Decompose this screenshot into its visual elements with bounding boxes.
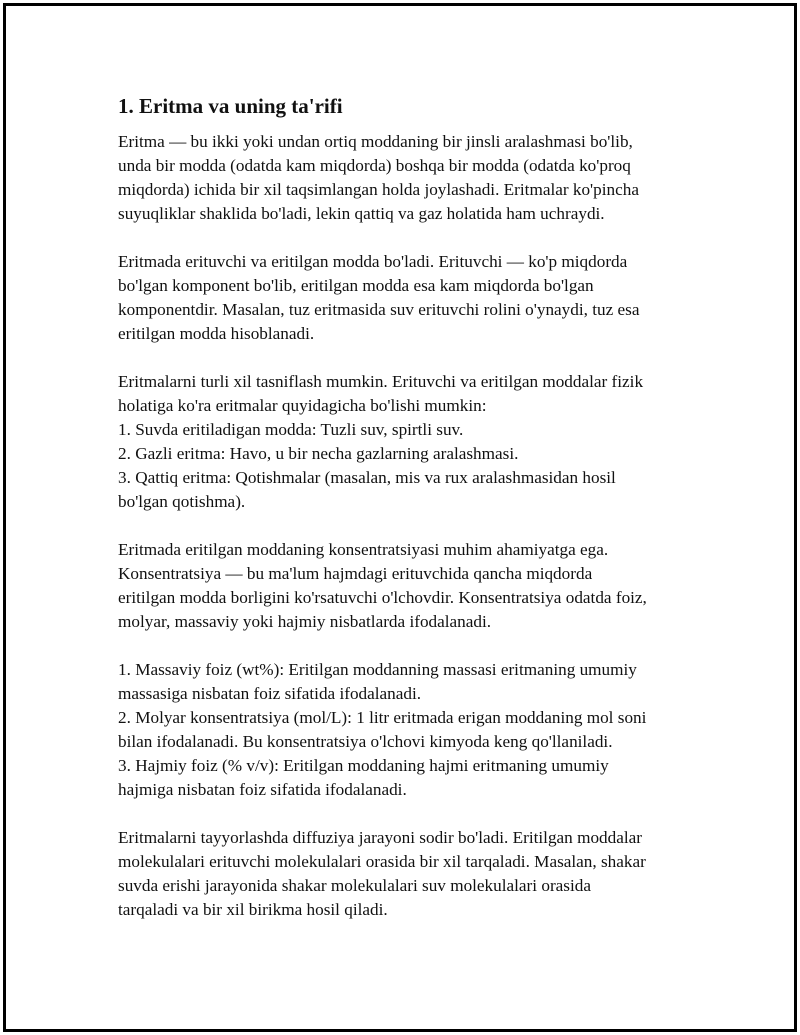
- list-item: 2. Molyar konsentratsiya (mol/L): 1 litr eritmada erigan moddaning mol soni: [118, 708, 647, 727]
- list-item: 1. Suvda eritiladigan modda: Tuzli suv, spirtli suv.: [118, 420, 464, 439]
- paragraph-diffusion: [118, 826, 698, 922]
- text-line: tarqaladi va bir xil birikma hosil qiladi.: [118, 900, 388, 919]
- list-item: 1. Massaviy foiz (wt%): Eritilgan moddanning massasi eritmaning umumiy: [118, 660, 637, 679]
- paragraph-solvent-solute: [118, 250, 698, 346]
- text-line: massasiga nisbatan foiz sifatida ifodalanadi.: [118, 684, 422, 703]
- document-body: [118, 92, 698, 946]
- text-line: Eritma — bu ikki yoki undan ortiq moddaning bir jinsli aralashmasi bo'lib,: [118, 132, 633, 151]
- paragraph-concentration: [118, 538, 698, 634]
- text-line: bilan ifodalanadi. Bu konsentratsiya o'lchovi kimyoda keng qo'llaniladi.: [118, 732, 613, 751]
- paragraph-concentration-types: [118, 658, 698, 802]
- text-line: miqdorda) ichida bir xil taqsimlangan holda joylashadi. Eritmalar ko'pincha: [118, 180, 639, 199]
- text-line: unda bir modda (odatda kam miqdorda) boshqa bir modda (odatda ko'proq: [118, 156, 631, 175]
- paragraph-classification: [118, 370, 698, 514]
- text-line: Eritmada eritilgan moddaning konsentratsiyasi muhim ahamiyatga ega.: [118, 540, 609, 559]
- text-line: bo'lgan qotishma).: [118, 492, 246, 511]
- section-heading: 1. Eritma va uning ta'rifi: [118, 94, 343, 118]
- text-line: Konsentratsiya — bu ma'lum hajmdagi erituvchida qancha miqdorda: [118, 564, 593, 583]
- text-line: eritilgan modda borligini ko'rsatuvchi o'lchovdir. Konsentratsiya odatda foiz,: [118, 588, 647, 607]
- text-line: suyuqliklar shaklida bo'ladi, lekin qattiq va gaz holatida ham uchraydi.: [118, 204, 605, 223]
- text-line: eritilgan modda hisoblanadi.: [118, 324, 315, 343]
- text-line: Eritmada erituvchi va eritilgan modda bo'ladi. Erituvchi — ko'p miqdorda: [118, 252, 628, 271]
- text-line: komponentdir. Masalan, tuz eritmasida suv erituvchi rolini o'ynaydi, tuz esa: [118, 300, 640, 319]
- paragraph-definition: [118, 130, 698, 226]
- list-item: 3. Qattiq eritma: Qotishmalar (masalan, mis va rux aralashmasidan hosil: [118, 468, 616, 487]
- text-line: molekulalari erituvchi molekulalari orasida bir xil tarqaladi. Masalan, shakar: [118, 852, 646, 871]
- text-line: bo'lgan komponent bo'lib, eritilgan modda esa kam miqdorda bo'lgan: [118, 276, 594, 295]
- text-line: holatiga ko'ra eritmalar quyidagicha bo'lishi mumkin:: [118, 396, 487, 415]
- text-line: molyar, massaviy yoki hajmiy nisbatlarda ifodalanadi.: [118, 612, 492, 631]
- text-line: Eritmalarni turli xil tasniflash mumkin. Erituvchi va eritilgan moddalar fizik: [118, 372, 644, 391]
- text-line: suvda erishi jarayonida shakar molekulalari suv molekulalari orasida: [118, 876, 591, 895]
- list-item: 2. Gazli eritma: Havo, u bir necha gazlarning aralashmasi.: [118, 444, 519, 463]
- list-item: 3. Hajmiy foiz (% v/v): Eritilgan moddaning hajmi eritmaning umumiy: [118, 756, 609, 775]
- text-line: Eritmalarni tayyorlashda diffuziya jarayoni sodir bo'ladi. Eritilgan moddalar: [118, 828, 642, 847]
- text-line: hajmiga nisbatan foiz sifatida ifodalanadi.: [118, 780, 407, 799]
